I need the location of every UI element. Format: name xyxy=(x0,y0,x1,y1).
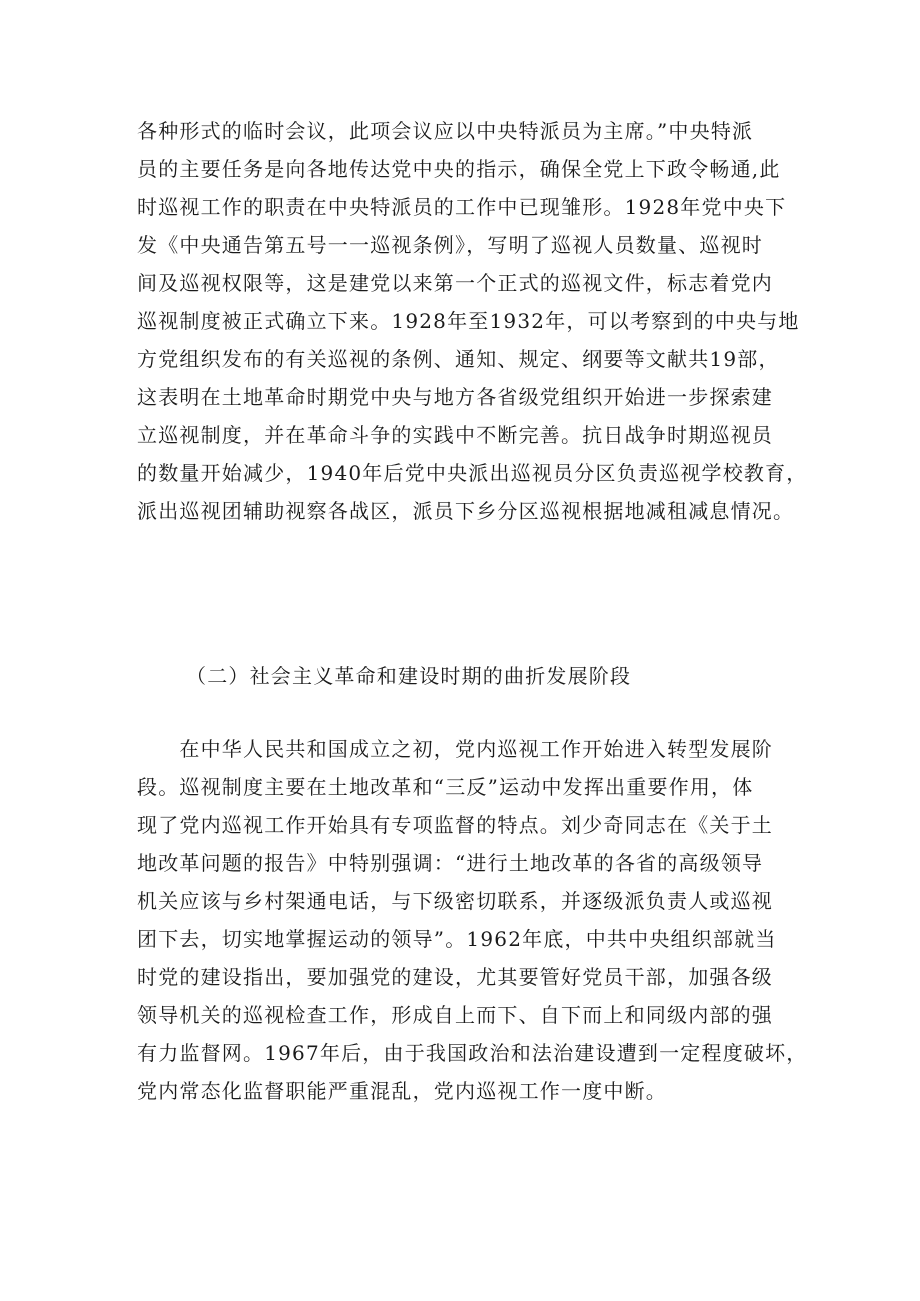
section-heading: （二）社会主义革命和建设时期的曲折发展阶段 xyxy=(186,664,632,688)
paragraph-line: 团下去，切实地掌握运动的领导”。1962年底，中共中央组织部就当 xyxy=(137,927,777,951)
paragraph-line: 员的主要任务是向各地传达党中央的指示，确保全党上下政令畅通,此 xyxy=(137,157,781,181)
paragraph-line: 这表明在土地革命时期党中央与地方各省级党组织开始进一步探索建 xyxy=(137,385,773,409)
paragraph-line: 领导机关的巡视检查工作，形成自上而下、自下而上和同级内部的强 xyxy=(137,1003,773,1027)
paragraph-line: 间及巡视权限等，这是建党以来第一个正式的巡视文件，标志着党内 xyxy=(137,271,773,295)
paragraph-line: 党内常态化监督职能严重混乱，党内巡视工作一度中断。 xyxy=(137,1079,667,1103)
paragraph-line: 段。巡视制度主要在土地改革和“三反”运动中发挥出重要作用，体 xyxy=(137,775,754,799)
paragraph-socialist-period xyxy=(137,730,808,1110)
paragraph-line: 各种形式的临时会议，此项会议应以中央特派员为主席。”中央特派 xyxy=(137,119,754,143)
paragraph-line: 在中华人民共和国成立之初，党内巡视工作开始进入转型发展阶 xyxy=(137,737,773,761)
paragraph-line: 现了党内巡视工作开始具有专项监督的特点。刘少奇同志在《关于土 xyxy=(137,813,773,837)
paragraph-line: 时巡视工作的职责在中央特派员的工作中已现雏形。1928年党中央下 xyxy=(137,195,787,219)
paragraph-line: 方党组织发布的有关巡视的条例、通知、规定、纲要等文献共19部， xyxy=(137,347,780,371)
paragraph-line: 巡视制度被正式确立下来。1928年至1932年，可以考察到的中央与地 xyxy=(137,309,800,333)
paragraph-line: 的数量开始减少，1940年后党中央派出巡视员分区负责巡视学校教育， xyxy=(137,461,808,485)
paragraph-line: 派出巡视团辅助视察各战区，派员下乡分区巡视根据地减租减息情况。 xyxy=(137,499,795,523)
paragraph-line: 时党的建设指出，要加强党的建设，尤其要管好党员干部，加强各级 xyxy=(137,965,773,989)
paragraph-line: 地改革问题的报告》中特别强调：“进行土地改革的各省的高级领导 xyxy=(137,851,764,875)
paragraph-line: 有力监督网。1967年后，由于我国政治和法治建设遭到一定程度破坏， xyxy=(137,1041,808,1065)
paragraph-line: 立巡视制度，并在革命斗争的实践中不断完善。抗日战争时期巡视员 xyxy=(137,423,773,447)
paragraph-line: 发《中央通告第五号一一巡视条例》，写明了巡视人员数量、巡视时 xyxy=(137,233,763,257)
paragraph-line: 机关应该与乡村架通电话，与下级密切联系，并逐级派负责人或巡视 xyxy=(137,889,773,913)
paragraph-central-envoy xyxy=(137,112,808,530)
